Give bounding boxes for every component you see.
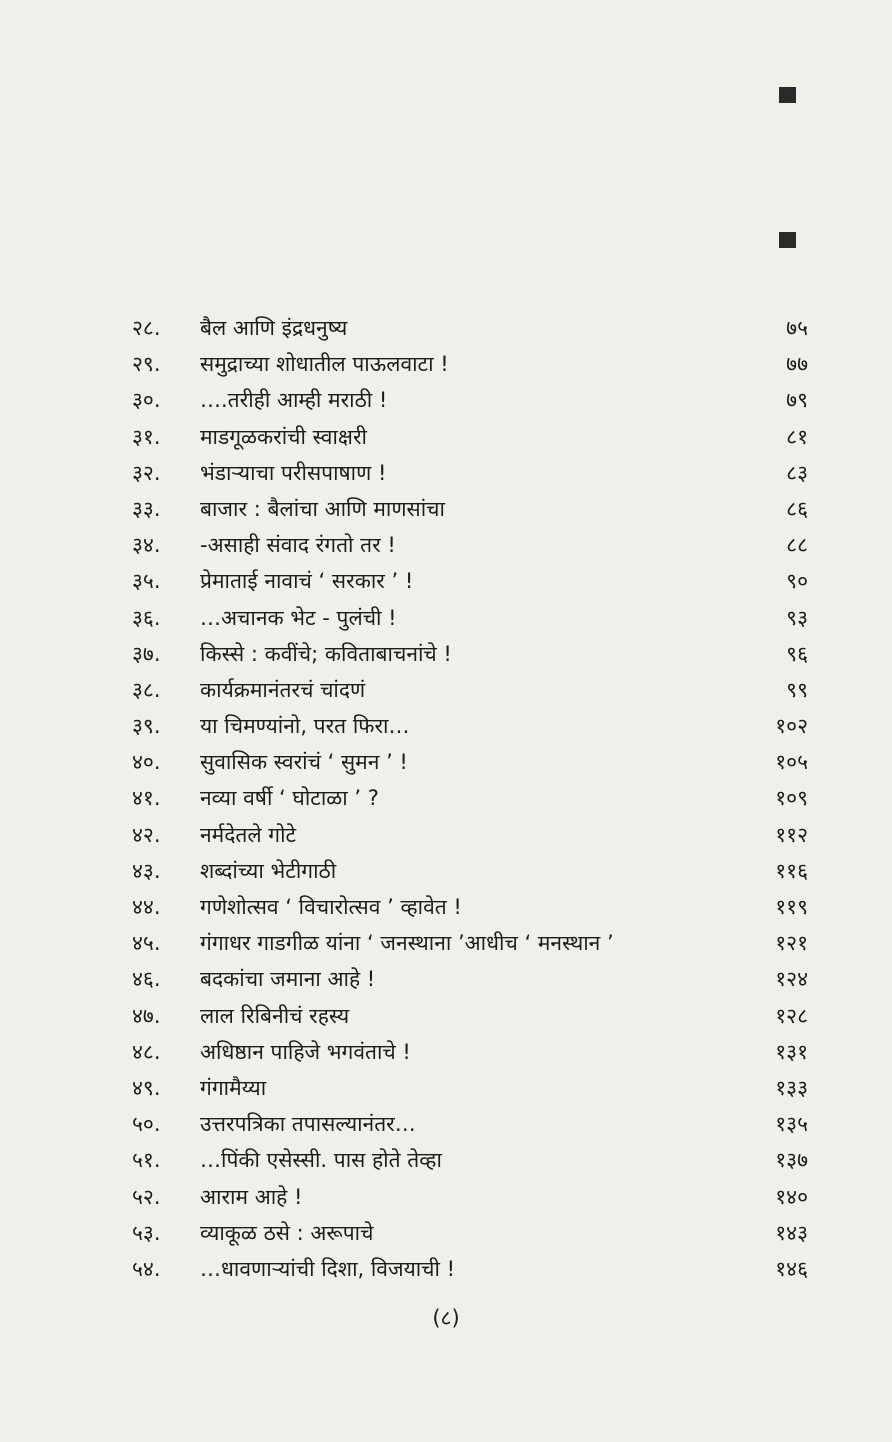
toc-entry-title: सुवासिक स्वरांचं ‘ सुमन ’ ! <box>200 750 408 775</box>
toc-entry-page: १२१ <box>775 931 808 956</box>
toc-entry <box>0 780 892 816</box>
toc-entry-page: १२४ <box>775 967 808 992</box>
toc-entry-number: ४९. <box>132 1075 161 1100</box>
toc-entry-title: आराम आहे ! <box>200 1184 303 1209</box>
toc-entry-page: ७५ <box>786 316 808 340</box>
toc-entry-title: बैल आणि इंद्रधनुष्य <box>200 316 348 340</box>
toc-entry-title: माडगूळकरांची स्वाक्षरी <box>200 424 367 449</box>
toc-entry <box>0 1142 892 1178</box>
toc-entry-number: ५१. <box>132 1148 161 1173</box>
toc-entry <box>0 744 892 780</box>
toc-entry <box>0 708 892 744</box>
toc-entry-title: ….तरीही आम्ही मराठी ! <box>200 388 388 413</box>
toc-entry-page: ८१ <box>786 424 808 449</box>
toc-entry-title: गंगाधर गाडगीळ यांना ‘ जनस्थाना ’आधीच ‘ मनस्थान ’ <box>200 931 614 956</box>
toc-entry <box>0 1034 892 1070</box>
toc-entry <box>0 636 892 672</box>
toc-entry-number: ४५. <box>132 931 161 956</box>
toc-entry-title: नव्या वर्षी ‘ घोटाळा ’ ? <box>200 786 379 811</box>
toc-entry-number: ३७. <box>132 641 161 666</box>
toc-entry-number: ४२. <box>132 822 161 847</box>
toc-entry-page: ९० <box>786 569 808 594</box>
toc-entry-title: लाल रिबिनीचं रहस्य <box>200 1003 350 1028</box>
toc-entry-number: ४६. <box>132 967 161 992</box>
toc-entry-title: कार्यक्रमानंतरचं चांदणं <box>200 677 366 702</box>
toc-entry-page: ७९ <box>786 388 808 413</box>
toc-entry-page: ८३ <box>786 460 808 485</box>
toc-entry-title: -असाही संवाद रंगतो तर ! <box>200 533 396 558</box>
toc-entry <box>0 600 892 636</box>
toc-entry-number: ५४. <box>132 1256 161 1281</box>
toc-entry-page: १२८ <box>775 1003 808 1028</box>
toc-entry-number: ३५. <box>132 569 161 594</box>
toc-entry-number: ३६. <box>132 605 161 630</box>
table-of-contents <box>0 310 892 1287</box>
toc-entry-number: ४८. <box>132 1039 161 1064</box>
toc-entry <box>0 1215 892 1251</box>
toc-entry-number: ३२. <box>132 460 161 485</box>
toc-entry-title: गंगामैय्या <box>200 1075 267 1100</box>
toc-entry <box>0 1251 892 1287</box>
toc-entry-page: ११६ <box>775 858 808 883</box>
toc-entry <box>0 382 892 418</box>
toc-entry-number: ३८. <box>132 677 161 702</box>
toc-entry-page: १४३ <box>775 1220 808 1245</box>
toc-entry <box>0 1106 892 1142</box>
toc-entry-title: बदकांचा जमाना आहे ! <box>200 967 376 992</box>
toc-entry-page: ७७ <box>786 352 808 377</box>
square-bullet-icon <box>779 87 796 103</box>
toc-entry <box>0 853 892 889</box>
toc-entry-title: प्रेमाताई नावाचं ‘ सरकार ’ ! <box>200 569 414 594</box>
toc-entry <box>0 817 892 853</box>
toc-entry-number: ३३. <box>132 496 161 521</box>
toc-entry-page: ११९ <box>775 895 808 919</box>
toc-entry-title: अधिष्ठान पाहिजे भगवंताचे ! <box>200 1039 411 1064</box>
toc-entry-title: बाजार : बैलांचा आणि माणसांचा <box>200 496 445 521</box>
toc-entry-title: उत्तरपत्रिका तपासल्यानंतर… <box>200 1112 416 1137</box>
toc-entry <box>0 563 892 599</box>
toc-entry-number: ५२. <box>132 1184 161 1209</box>
toc-entry-title: भंडाऱ्याचा परीसपाषाण ! <box>200 460 387 485</box>
toc-entry-page: ९६ <box>786 641 808 666</box>
toc-entry-title: …अचानक भेट - पुलंची ! <box>200 605 397 630</box>
toc-entry <box>0 527 892 563</box>
toc-entry-page: ८६ <box>786 496 808 521</box>
toc-entry-page: ८८ <box>786 533 808 558</box>
toc-entry <box>0 672 892 708</box>
toc-entry <box>0 310 892 346</box>
toc-entry-number: ४०. <box>132 750 161 775</box>
toc-entry-title: किस्से : कवींचे; कविताबाचनांचे ! <box>200 641 452 666</box>
toc-entry-number: ४४. <box>132 895 161 919</box>
toc-entry-page: १०९ <box>775 786 808 811</box>
toc-entry <box>0 455 892 491</box>
toc-entry-title: …पिंकी एसेस्सी. पास होते तेव्हा <box>200 1148 442 1173</box>
toc-entry-title: या चिमण्यांनो, परत फिरा… <box>200 714 410 739</box>
toc-entry-page: ११२ <box>775 822 808 847</box>
toc-entry-number: ५०. <box>132 1112 161 1137</box>
toc-entry-number: २८. <box>132 316 161 340</box>
toc-entry-title: …धावणाऱ्यांची दिशा, विजयाची ! <box>200 1256 456 1281</box>
toc-entry <box>0 419 892 455</box>
toc-entry-number: ३४. <box>132 533 161 558</box>
toc-entry-page: १४० <box>775 1184 808 1209</box>
toc-entry-page: १०२ <box>775 714 808 739</box>
toc-entry-title: नर्मदेतले गोटे <box>200 822 297 847</box>
toc-entry <box>0 889 892 925</box>
toc-entry-number: ४१. <box>132 786 161 811</box>
toc-entry-title: गणेशोत्सव ‘ विचारोत्सव ’ व्हावेत ! <box>200 895 462 919</box>
toc-entry <box>0 491 892 527</box>
toc-entry-number: २९. <box>132 352 161 377</box>
toc-entry-number: ३०. <box>132 388 161 413</box>
toc-entry-page: १०५ <box>775 750 808 775</box>
toc-entry-page: १३१ <box>775 1039 808 1064</box>
toc-entry-number: ४७. <box>132 1003 161 1028</box>
toc-entry-title: शब्दांच्या भेटीगाठी <box>200 858 337 883</box>
toc-entry <box>0 346 892 382</box>
toc-entry-page: १३३ <box>775 1075 808 1100</box>
toc-entry-page: १३५ <box>775 1112 808 1137</box>
toc-entry-number: ४३. <box>132 858 161 883</box>
toc-entry <box>0 961 892 997</box>
toc-entry-number: ३९. <box>132 714 161 739</box>
toc-entry <box>0 1179 892 1215</box>
toc-entry-number: ३१. <box>132 424 161 449</box>
toc-entry-page: १४६ <box>775 1256 808 1281</box>
toc-entry <box>0 925 892 961</box>
square-bullet-icon <box>779 232 796 248</box>
toc-entry-number: ५३. <box>132 1220 161 1245</box>
toc-entry-title: व्याकूळ ठसे : अरूपाचे <box>200 1220 374 1245</box>
toc-entry-page: १३७ <box>775 1148 808 1173</box>
toc-entry <box>0 998 892 1034</box>
toc-entry-title: समुद्राच्या शोधातील पाऊलवाटा ! <box>200 352 449 377</box>
page-number: (८) <box>432 1306 460 1330</box>
toc-entry-page: ९९ <box>786 677 808 702</box>
toc-entry <box>0 1070 892 1106</box>
toc-entry-page: ९३ <box>786 605 808 630</box>
